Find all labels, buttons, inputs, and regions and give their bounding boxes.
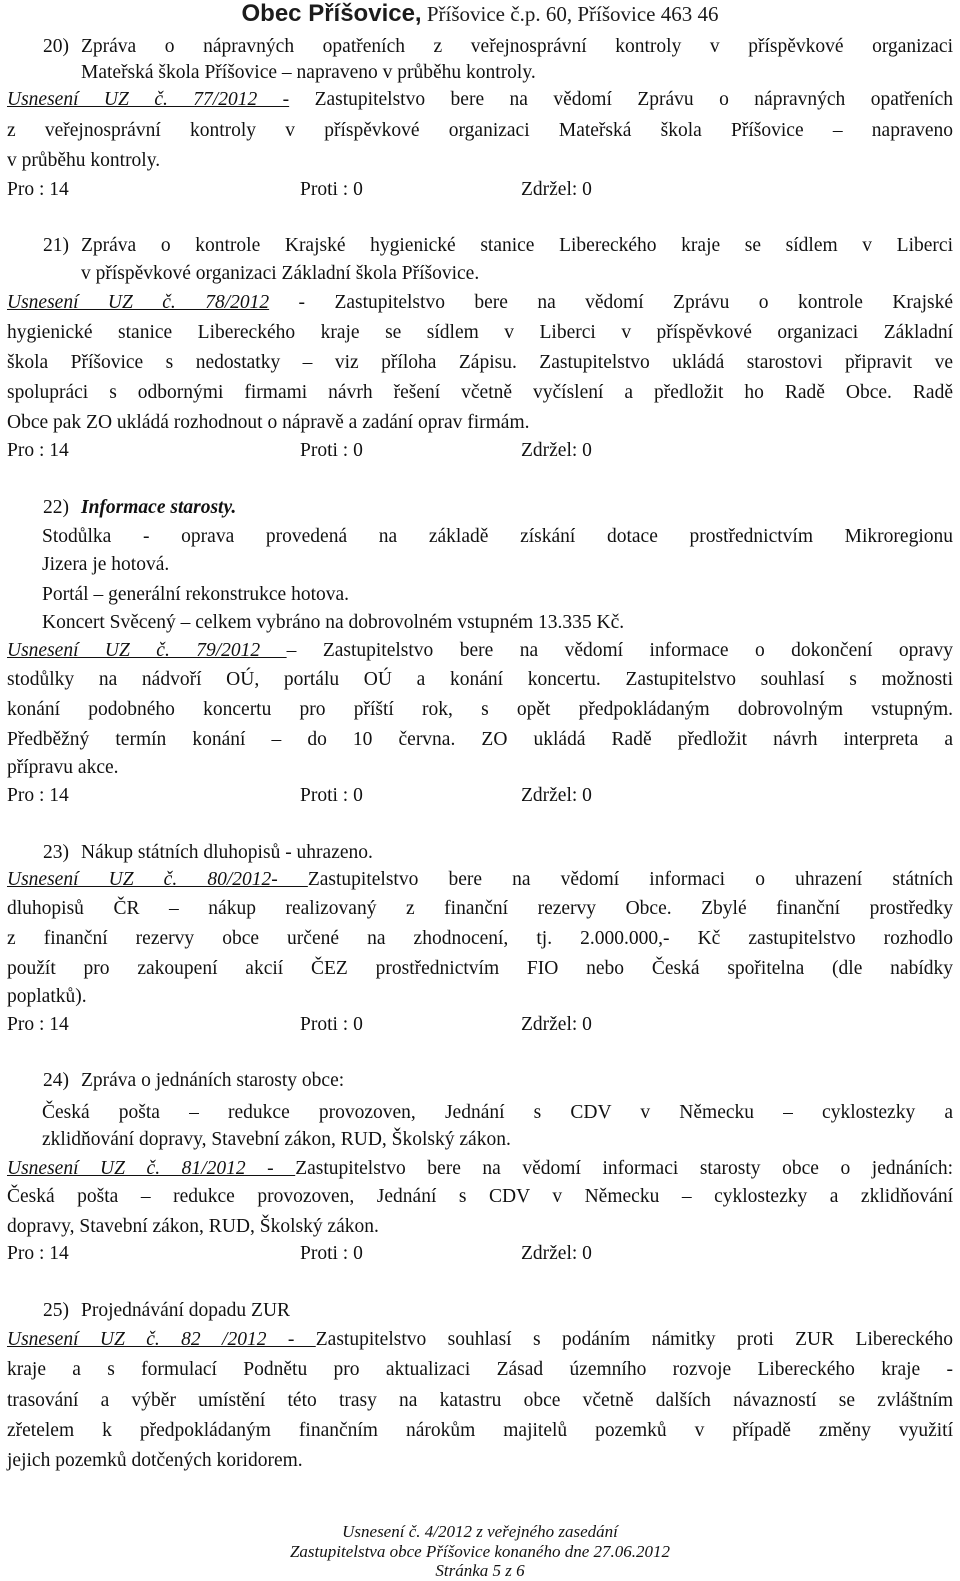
page-header <box>0 2 960 26</box>
resolution-text: konání podobného koncertu pro příští rok, s opět předpokládaným dobrovolným vstupným. <box>7 699 953 720</box>
resolution-text: přípravu akce. <box>7 757 119 778</box>
resolution-text: z finanční rezervy obce určené na zhodnocení, tj. 2.000.000,- Kč zastupitelstvo rozhodlo <box>7 928 953 949</box>
resolution-text: dluhopisů ČR – nákup realizovaný z finanční rezervy Obce. Zbylé finanční prostředky <box>7 898 953 919</box>
resolution-text: Předběžný termín konání – do 10 června. ZO ukládá Radě předložit návrh interpreta a <box>7 729 953 750</box>
resolution-text: dopravy, Stavební zákon, RUD, Školský zákon. <box>7 1216 379 1237</box>
item-number-23: 23) <box>43 842 69 863</box>
item-22-title: Informace starosty. <box>81 497 237 518</box>
item-number-21: 21) <box>43 235 69 256</box>
resolution-text: zřetelem k předpokládaným finančním nárokům majitelů pozemků v případě změny využití <box>7 1420 953 1441</box>
item-number-25: 25) <box>43 1300 69 1321</box>
info-paragraph-cont: Jizera je hotová. <box>42 554 170 575</box>
resolution-text: poplatků). <box>7 986 87 1007</box>
resolution-label: Usnesení UZ č. 77/2012 - <box>7 89 290 110</box>
item-24-title: Zpráva o jednáních starosty obce: <box>81 1070 345 1091</box>
info-paragraph: Koncert Svěcený – celkem vybráno na dobrovolném vstupném 13.335 Kč. <box>42 612 625 633</box>
item-21-title-cont: v příspěvkové organizaci Základní škola Příšovice. <box>81 263 480 284</box>
resolution-text: použít pro zakoupení akcií ČEZ prostřednictvím FIO nebo Česká spořitelna (dle nabídky <box>7 958 953 979</box>
resolution-text: spolupráci s odbornými firmami návrh řešení včetně vyčíslení a předložit ho Radě Obce. Radě <box>7 382 953 403</box>
item-23-title: Nákup státních dluhopisů - uhrazeno. <box>81 842 373 863</box>
resolution-text: stodůlky na nádvoří OÚ, portálu OÚ a konání koncertu. Zastupitelstvo souhlasí s možnosti <box>7 669 953 690</box>
info-paragraph-cont: zklidňování dopravy, Stavební zákon, RUD, Školský zákon. <box>42 1129 511 1150</box>
info-paragraph: Česká pošta – redukce provozoven, Jednání s CDV v Německu – cyklostezky a <box>42 1102 953 1123</box>
info-paragraph: Stodůlka - oprava provedená na základě získání dotace prostřednictvím Mikroregionu <box>42 526 953 547</box>
item-20-title: Zpráva o nápravných opatřeních z veřejnosprávní kontroly v příspěvkové organizaci <box>81 36 953 57</box>
resolution-80: Usnesení UZ č. 80/2012- Zastupitelstvo bere na vědomí informaci o uhrazení státních <box>7 869 953 890</box>
footer-line-1: Usnesení č. 4/2012 z veřejného zasedání <box>342 1522 618 1541</box>
resolution-78: Usnesení UZ č. 78/2012 - Zastupitelstvo bere na vědomí Zprávu o kontrole Krajské <box>7 292 953 313</box>
resolution-text: v průběhu kontroly. <box>7 150 161 171</box>
resolution-81: Usnesení UZ č. 81/2012 - Zastupitelstvo bere na vědomí informaci starosty obce o jednáních: <box>7 1158 953 1179</box>
page-number: Stránka 5 z 6 <box>435 1561 525 1580</box>
resolution-text: Česká pošta – redukce provozoven, Jednání s CDV v Německu – cyklostezky a zklidňování <box>7 1186 953 1207</box>
resolution-77: Usnesení UZ č. 77/2012 - Zastupitelstvo bere na vědomí Zprávu o nápravných opatřeních <box>7 89 953 110</box>
resolution-label: Usnesení UZ č. 78/2012 <box>7 292 270 313</box>
document-page: Obec Příšovice, Příšovice č.p. 60, Příšovice 463 46 20) Zpráva o nápravných opatřeních z veřejnosprávní kontroly v příspěvkové organizaci Mateřská škola Příšovice – napraveno v průběhu kontroly. Usnesení UZ č. 77/2012 - Zastupitelstvo bere na vědomí Zprávu o nápravných opatřeních z veřejnosprávní kontroly v příspěvkové organizaci Mateřská škola Příšovice – napraveno v průběhu kontroly. Pro : 14 Proti : 0 Zdržel: 0 21) Zpráva o kontrole Krajské hygienické stanice Libereckého kraje se sídlem v Liberci v příspěvkové organizaci Základní škola Příšovice. Usnesení UZ č. 78/2012 - Zastupitelstvo bere na vědomí Zprávu o kontrole Krajské hygienické stanice Libereckého kraje se sídlem v Liberci v příspěvkové organizaci Základní škola Příšovice s nedostatky – viz příloha Zápisu. Zastupitelstvo ukládá starostovi připravit ve spolupráci s odbornými firmami návrh řešení včetně vyčíslení a předložit ho Radě Obce. Radě Obce pak ZO ukládá rozhodnout o nápravě a zadání oprav firmám. Pro : 14 Proti : 0 Zdržel: 0 22) Informace starosty. Stodůlka - oprava provedená na základě získání dotace prostřednictvím Mikroregionu Jizera je hotová. Portál – generální rekonstrukce hotova. Koncert Svěcený – celkem vybráno na dobrovolném vstupném 13.335 Kč. Usnesení UZ č. 79/2012 – Zastupitelstvo bere na vědomí informace o dokončení opravy stodůlky na nádvoří OÚ, portálu OÚ a konání koncertu. Zastupitelstvo souhlasí s možnosti konání podobného koncertu pro příští rok, s opět předpokládaným dobrovolným vstupným. Předběžný termín konání – do 10 června. ZO ukládá Radě předložit návrh interpreta a přípravu akce. Pro : 14 Proti : 0 Zdržel: 0 23) Nákup státních dluhopisů - uhrazeno. Usnesení UZ č. 80/2012- Zastupitelstvo bere na vědomí informaci o uhrazení státních dluhopisů ČR – nákup realizovaný z finanční rezervy Obce. Zbylé finanční prostředky z finanční rezervy obce určené na zhodnocení, tj. 2.000.000,- Kč zastupitelstvo rozhodlo použít pro zakoupení akcií ČEZ prostřednictvím FIO nebo Česká spořitelna (dle nabídky poplatků). Pro : 14 Proti : 0 Zdržel: 0 24) Zpráva o jednáních starosty obce: Česká pošta – redukce provozoven, Jednání s CDV v Německu – cyklostezky a zklidňování dopravy, Stavební zákon, RUD, Školský zákon. Usnesení UZ č. 81/2012 - Zastupitelstvo bere na vědomí informaci starosty obce o jednáních: Česká pošta – redukce provozoven, Jednání s CDV v Německu – cyklostezky a zklidňování dopravy, Stavební zákon, RUD, Školský zákon. Pro : 14 Proti : 0 Zdržel: 0 25) Projednávání dopadu ZUR Usnesení UZ č. 82 /2012 - Zastupitelstvo souhlasí s podáním námitky proti ZUR Libereckého kraje a s formulací Podnětu pro aktualizaci Zásad územního rozvoje Libereckého kraje - trasování a výběr umístění této trasy na katastru obce včetně dalších návazností se zvláštním zřetelem k předpokládaným finančním nárokům majitelů pozemků v případě změny využití jejich pozemků dotčených koridorem. Usnesení č. 4/2012 z veřejného zasedání Zastupitelstva obce Příšovice konaného dne 27.06.2012 Stránka 5 z 6 <box>0 0 960 1581</box>
resolution-text: jejich pozemků dotčených koridorem. <box>7 1450 303 1471</box>
footer-line-2: Zastupitelstva obce Příšovice konaného dne 27.06.2012 <box>289 1542 671 1561</box>
resolution-text: Obce pak ZO ukládá rozhodnout o nápravě a zadání oprav firmám. <box>7 412 530 433</box>
resolution-label: Usnesení UZ č. 81/2012 - <box>7 1158 296 1179</box>
resolution-text: z veřejnosprávní kontroly v příspěvkové organizaci Mateřská škola Příšovice – napraveno <box>7 120 953 141</box>
resolution-text: kraje a s formulací Podnětu pro aktualizaci Zásad územního rozvoje Libereckého kraje - <box>7 1359 953 1380</box>
resolution-79: Usnesení UZ č. 79/2012 – Zastupitelstvo bere na vědomí informace o dokončení opravy <box>7 640 953 661</box>
resolution-text: trasování a výběr umístění této trasy na katastru obce včetně dalších návazností se zvláštním <box>7 1390 953 1411</box>
item-number-20: 20) <box>43 36 69 57</box>
header-address: Příšovice č.p. 60, Příšovice 463 46 <box>421 2 719 26</box>
resolution-label: Usnesení UZ č. 79/2012 <box>7 640 287 661</box>
resolution-label: Usnesení UZ č. 82 /2012 - <box>7 1329 316 1350</box>
item-20-title-cont: Mateřská škola Příšovice – napraveno v průběhu kontroly. <box>81 62 536 83</box>
item-21-title: Zpráva o kontrole Krajské hygienické stanice Libereckého kraje se sídlem v Liberci <box>81 235 953 256</box>
resolution-text: hygienické stanice Libereckého kraje se sídlem v Liberci v příspěvkové organizaci Základní <box>7 322 953 343</box>
info-paragraph: Portál – generální rekonstrukce hotova. <box>42 584 350 605</box>
header-org: Obec Příšovice, <box>241 0 422 27</box>
item-number-24: 24) <box>43 1070 69 1091</box>
resolution-text: škola Příšovice s nedostatky – viz příloha Zápisu. Zastupitelstvo ukládá starostovi připravit ve <box>7 352 953 373</box>
item-25-title: Projednávání dopadu ZUR <box>81 1300 291 1321</box>
item-number-22: 22) <box>43 497 69 518</box>
resolution-82: Usnesení UZ č. 82 /2012 - Zastupitelstvo souhlasí s podáním námitky proti ZUR Libereckého <box>7 1329 953 1350</box>
resolution-label: Usnesení UZ č. 80/2012- <box>7 869 308 890</box>
